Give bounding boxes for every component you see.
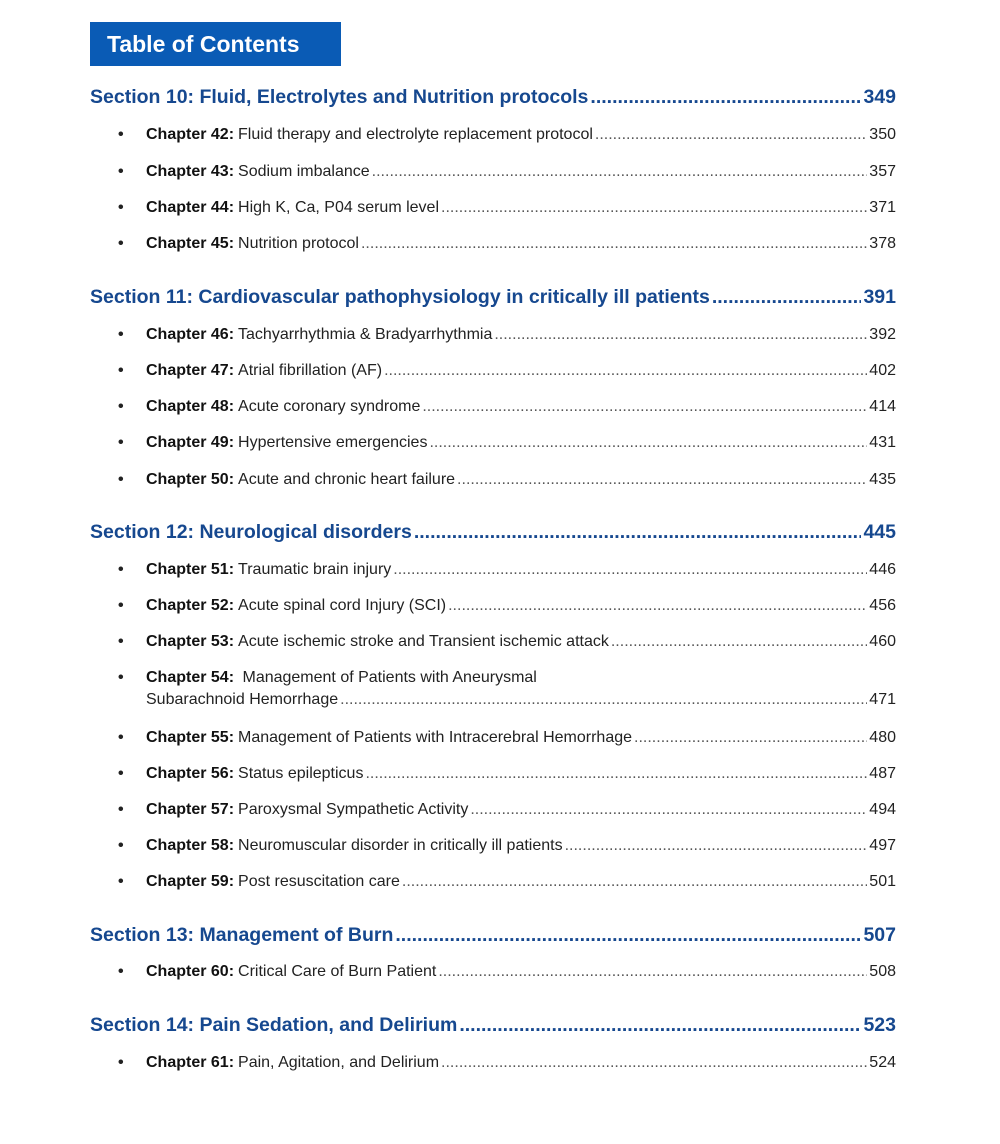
leader-dots [372,163,868,181]
chapter-label: Chapter 53: [146,633,235,650]
chapter-label: Chapter 42: [146,126,235,143]
chapter-label: Chapter 52: [146,597,235,614]
chapter-entry[interactable] [90,765,896,783]
chapter-entry[interactable] [90,434,896,452]
leader-dots [441,1054,867,1072]
chapter-title: Sodium imbalance [238,163,370,180]
leader-dots [565,837,868,855]
leader-dots [595,126,867,144]
leader-dots [361,235,867,253]
chapter-entry[interactable] [90,837,896,855]
chapter-entry[interactable] [90,471,896,489]
bullet: • [118,837,124,854]
chapter-title: Tachyarrhythmia & Bradyarrhythmia [238,326,493,343]
leader-dots [438,963,867,981]
bullet: • [118,199,124,216]
chapter-title: High K, Ca, P04 serum level [238,199,440,216]
chapter-label: Chapter 56: [146,765,235,782]
section-page: 523 [863,1014,896,1036]
leader-dots [459,1014,861,1037]
chapter-page: 350 [869,126,896,143]
chapter-entry[interactable] [90,126,896,144]
bullet: • [118,471,124,488]
chapter-entry[interactable] [90,1054,896,1072]
leader-dots [494,326,867,344]
chapter-title: Paroxysmal Sympathetic Activity [238,801,469,818]
toc-header [90,22,341,66]
leader-dots [340,691,867,709]
chapter-entry[interactable] [90,362,896,380]
chapter-page: 378 [869,235,896,252]
chapter-page: 431 [869,434,896,451]
chapter-label: Chapter 49: [146,434,235,451]
chapter-page: 501 [869,873,896,890]
chapter-entry[interactable] [90,561,896,579]
chapter-label: Chapter 51: [146,561,235,578]
chapter-page: 508 [869,963,896,980]
chapter-title: Management of Patients with Intracerebral Hemorrhage [238,729,633,746]
chapter-title: Nutrition protocol [238,235,359,252]
chapter-page: 392 [869,326,896,343]
chapter-label: Chapter 60: [146,963,235,980]
chapter-entry[interactable] [90,199,896,217]
chapter-title: Management of Patients with Aneurysmal [242,669,537,686]
chapter-entry[interactable] [90,326,896,344]
leader-dots [448,597,867,615]
chapter-title: Traumatic brain injury [238,561,392,578]
section-heading[interactable] [90,924,896,947]
section-title: Section 11: Cardiovascular pathophysiology in critically ill patients [90,286,710,308]
leader-dots [402,873,867,891]
chapter-title: Acute coronary syndrome [238,398,421,415]
chapter-line-2 [146,691,896,709]
bullet: • [118,235,124,252]
bullet: • [118,362,124,379]
chapter-label: Chapter 54: [146,669,235,686]
bullet: • [118,873,124,890]
chapter-title-continued: Subarachnoid Hemorrhage [146,691,339,708]
leader-dots [441,199,867,217]
bullet: • [118,963,124,980]
section-title: Section 13: Management of Burn [90,924,394,946]
chapter-page: 480 [869,729,896,746]
leader-dots [395,924,861,947]
bullet: • [118,1054,124,1071]
chapter-page: 471 [869,691,896,708]
chapter-title: Atrial fibrillation (AF) [238,362,383,379]
chapter-title: Acute spinal cord Injury (SCI) [238,597,447,614]
chapter-page: 460 [869,633,896,650]
leader-dots [384,362,867,380]
chapter-label: Chapter 44: [146,199,235,216]
leader-dots [414,521,862,544]
chapter-page: 371 [869,199,896,216]
bullet: • [118,765,124,782]
chapter-title: Acute and chronic heart failure [238,471,456,488]
chapter-label: Chapter 58: [146,837,235,854]
leader-dots [712,286,862,309]
chapter-page: 487 [869,765,896,782]
chapter-entry[interactable] [90,729,896,747]
chapter-page: 414 [869,398,896,415]
chapter-label: Chapter 45: [146,235,235,252]
chapter-entry[interactable] [90,873,896,891]
chapter-page: 357 [869,163,896,180]
chapter-entry[interactable] [90,801,896,819]
chapter-entry[interactable] [90,398,896,416]
bullet: • [118,729,124,746]
chapter-label: Chapter 47: [146,362,235,379]
section-title: Section 14: Pain Sedation, and Delirium [90,1014,458,1036]
chapter-title: Hypertensive emergencies [238,434,428,451]
chapter-line-1 [146,669,896,687]
bullet: • [118,801,124,818]
chapter-label: Chapter 55: [146,729,235,746]
chapter-entry[interactable] [90,633,896,651]
chapter-title: Post resuscitation care [238,873,400,890]
toc-title: Table of Contents [107,31,300,57]
chapter-page: 435 [869,471,896,488]
bullet: • [118,326,124,343]
chapter-label: Chapter 48: [146,398,235,415]
chapter-title: Fluid therapy and electrolyte replacement protocol [238,126,593,143]
chapter-title: Pain, Agitation, and Delirium [238,1054,440,1071]
bullet: • [118,669,124,686]
leader-dots [429,434,867,452]
chapter-entry[interactable] [90,163,896,181]
bullet: • [118,633,124,650]
bullet: • [118,163,124,180]
bullet: • [118,561,124,578]
leader-dots [393,561,867,579]
section-heading[interactable] [90,86,896,109]
chapter-page: 497 [869,837,896,854]
leader-dots [470,801,867,819]
chapter-entry[interactable] [90,669,896,709]
chapter-entry[interactable] [90,963,896,981]
chapter-page: 456 [869,597,896,614]
section-page: 349 [863,86,896,108]
section-heading[interactable] [90,1014,896,1037]
chapter-page: 524 [869,1054,896,1071]
chapter-label: Chapter 43: [146,163,235,180]
chapter-page: 446 [869,561,896,578]
chapter-title: Acute ischemic stroke and Transient ischemic attack [238,633,609,650]
chapter-entry[interactable] [90,235,896,253]
leader-dots [457,471,867,489]
chapter-label: Chapter 57: [146,801,235,818]
section-heading[interactable] [90,521,896,544]
bullet: • [118,126,124,143]
chapter-title: Critical Care of Burn Patient [238,963,437,980]
chapter-label: Chapter 46: [146,326,235,343]
bullet: • [118,434,124,451]
chapter-page: 402 [869,362,896,379]
leader-dots [611,633,867,651]
chapter-label: Chapter 61: [146,1054,235,1071]
chapter-title: Neuromuscular disorder in critically ill patients [238,837,563,854]
leader-dots [590,86,861,109]
section-heading[interactable] [90,286,896,309]
section-title: Section 10: Fluid, Electrolytes and Nutrition protocols [90,86,589,108]
bullet: • [118,398,124,415]
section-page: 445 [863,521,896,543]
leader-dots [422,398,867,416]
section-page: 391 [863,286,896,308]
chapter-label: Chapter 59: [146,873,235,890]
leader-dots [634,729,867,747]
section-title: Section 12: Neurological disorders [90,521,412,543]
chapter-entry[interactable] [90,597,896,615]
leader-dots [365,765,867,783]
chapter-label: Chapter 50: [146,471,235,488]
chapter-title: Status epilepticus [238,765,364,782]
section-page: 507 [863,924,896,946]
chapter-page: 494 [869,801,896,818]
bullet: • [118,597,124,614]
